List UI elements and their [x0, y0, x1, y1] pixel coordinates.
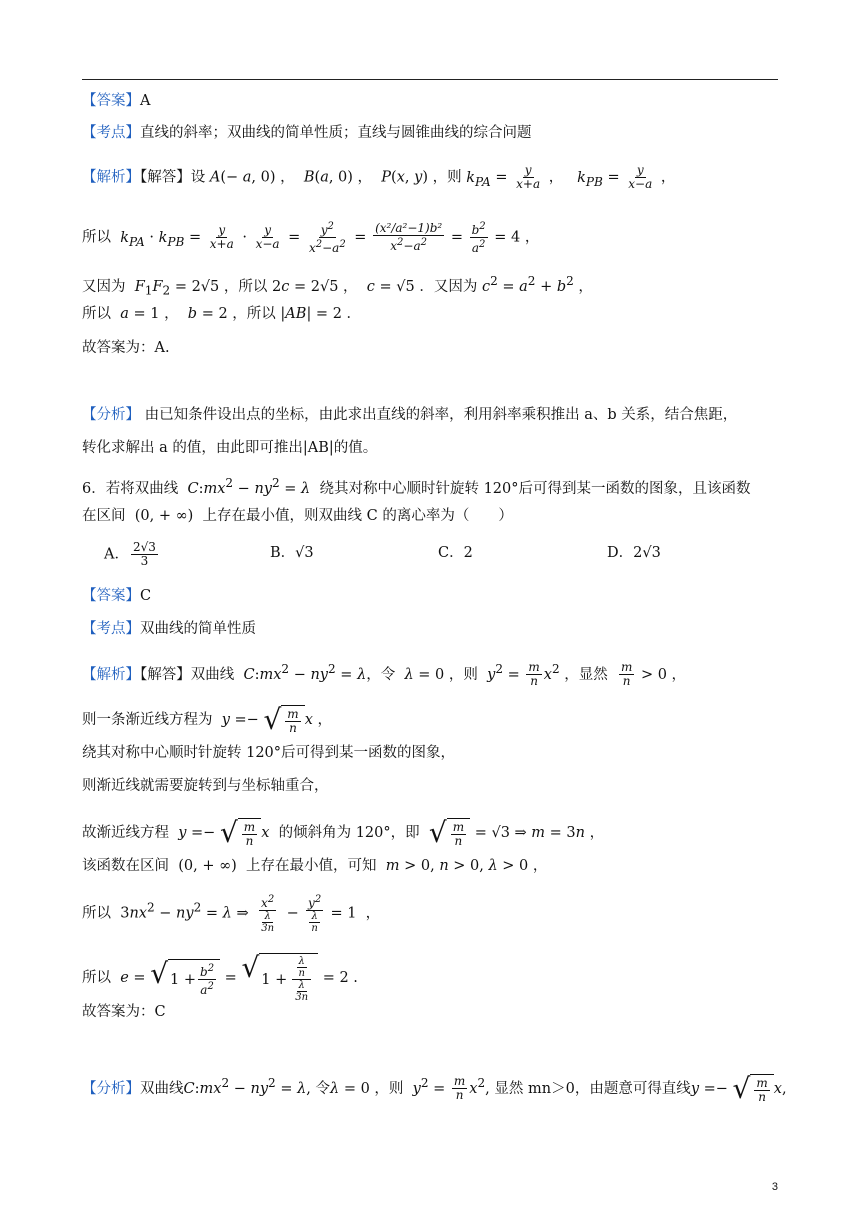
q6-answer-line: 【答案】C	[82, 588, 152, 604]
solve-tag: 【解答】	[140, 169, 191, 186]
q6-option-c: C．2	[438, 545, 473, 561]
q6-points-line: 【考点】双曲线的简单性质	[82, 621, 256, 637]
q5-analysis-1: 【分析】 由已知条件设出点的坐标，由此求出直线的斜率，利用斜率乘积推出 a、b 关系，结合焦距，	[82, 407, 738, 423]
q6-solution-line-7: 所以 $3nx^2 - ny^2 = \lambda$ ⇒ $\frac{x^2}{\frac{\lambda}{3n}}$ − $\frac{y^2}{\frac{\lambda}{n}}$ = 1 ，	[82, 894, 381, 934]
analysis-tag: 【解析】	[82, 169, 140, 186]
q6-option-d: D．2√3	[607, 545, 661, 561]
q5-points: 直线的斜率；双曲线的简单性质；直线与圆锥曲线的综合问题	[140, 125, 532, 141]
q6-solution-line-3: 绕其对称中心顺时针旋转 120°后可得到某一函数的图象，	[82, 745, 456, 761]
point-tag: 【考点】	[82, 125, 140, 141]
q5-answer: A	[140, 93, 151, 109]
q6-stem-1: 6．若将双曲线 $C:mx^2 - ny^2 = \lambda$ 绕其对称中心顺时针旋转 120°后可得到某一函数的图象，且该函数	[82, 476, 751, 497]
q6-solution-line-5: 故渐近线方程 y =− √ $\frac{m}{n}$ x 的倾斜角为 120°，即 √ $\frac{m}{n}$ = √3 ⇒ m = 3n ，	[82, 816, 605, 849]
q6-solution-line-4: 则渐近线就需要旋转到与坐标轴重合，	[82, 778, 329, 794]
q5-answer-line	[82, 91, 150, 111]
q6-conclusion: 故答案为：C	[82, 1004, 166, 1020]
q6-option-a: A． $\frac{2√3}{3}$	[104, 540, 156, 568]
q6-solution-line-1: 【解析】【解答】双曲线 $C:mx^2 - ny^2 = \lambda$，令 λ = 0 ，则 $y^2$ = $\frac{m}{n}$ $x^2$ ，显然 $\frac{m}{n}$ > 0 ，	[82, 660, 687, 689]
q6-solution-line-8: 所以 e = √ 1 + $\frac{b^2}{a^2}$ = √ 1 + $\frac{\frac{\lambda}{n}}{\frac{\lambda}{3n}}$ = 2 .	[82, 951, 358, 1003]
answer-tag: 【答案】	[82, 93, 140, 109]
q5-solution-line-2: 所以 $k_{PA} \cdot k_{PB}$ = $\frac{y}{x+a}$ · $\frac{y}{x-a}$ = $\frac{y^2}{x^2-a^2}$ = $\frac{\text{(x²/a²−1)b²}}{x^2-a^2}$ = $\frac{b^2}{a^2}$ = 4 ，	[82, 221, 540, 255]
q6-solution-line-6: 该函数在区间 (0, + ∞) 上存在最小值，可知 m > 0, n > 0, λ > 0 ，	[82, 858, 548, 874]
q5-conclusion: 故答案为：A.	[82, 340, 170, 356]
q6-stem-2: 在区间 (0, + ∞) 上存在最小值，则双曲线 C 的离心率为（ ）	[82, 508, 513, 524]
page-number: 3	[771, 1181, 778, 1193]
q6-analysis: 【分析】双曲线$C:mx^2 - ny^2 = \lambda$, 令λ = 0 ，则 $y^2$ = $\frac{m}{n}$ $x^2$, 显然 mn＞0，由题意可得直线y =− √ $\frac{m}{n}$ x,	[82, 1071, 787, 1105]
q5-points-line	[82, 123, 532, 143]
q6-option-b: B．√3	[270, 545, 314, 561]
q5-solution-line-4: 所以 a = 1 ， b = 2 ，所以 |AB| = 2 ．	[82, 306, 362, 322]
fenxi-tag: 【分析】	[82, 407, 140, 423]
q6-solution-line-2: 则一条渐近线方程为 y =− √ $\frac{m}{n}$ x ，	[82, 703, 332, 736]
q5-solution-line-1: 【解析】【解答】设 A(− a, 0) ， B(a, 0) ， P(x, y) ，则 $k_{PA}$ = $\frac{y}{x+a}$ ， $k_{PB}$ = $\frac{y}{x-a}$ ，	[82, 163, 676, 191]
q6-answer: C	[140, 588, 152, 604]
header-rule	[82, 79, 778, 80]
q6-points: 双曲线的简单性质	[140, 621, 256, 637]
q5-solution-line-3: 又因为 $F_1F_2 = 2√5$ ，所以 2c = 2√5 ， c = √5 ．又因为 $c^2 = a^2 + b^2$ ，	[82, 274, 593, 298]
q5-analysis-2: 转化求解出 a 的值，由此即可推出|AB|的值。	[82, 440, 378, 456]
